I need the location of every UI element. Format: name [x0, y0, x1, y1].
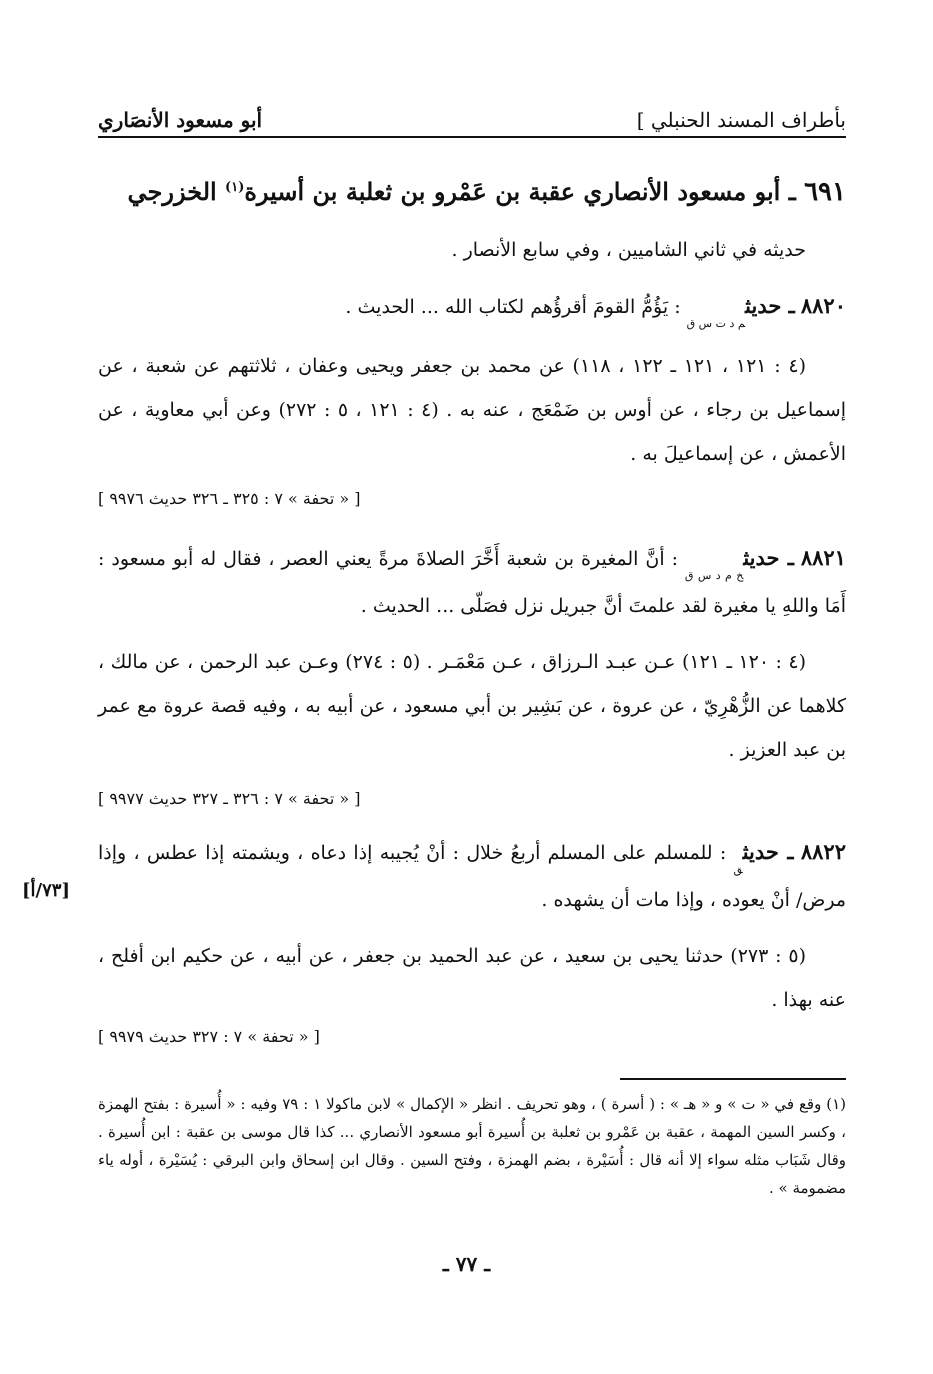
tuhfa-reference: [ « تحفة » ٧ : ٣٢٦ ـ ٣٢٧ حديث ٩٩٧٧ ] — [98, 789, 361, 808]
hadith-text: : أنَّ المغيرة بن شعبة أَخَّرَ الصلاةَ مرةً يعني العصر ، فقال له أبو مسعود : أَمَا واللهِ يا مغيرة لقد علمتَ أنَّ جبريل نزل فصَلّى ... الحديث . — [98, 548, 846, 617]
hadith-8822-tuhfa — [98, 1022, 846, 1052]
page-number: ـ ٧٧ ـ — [442, 1252, 491, 1276]
entry-intro-text: حديثه في ثاني الشاميين ، وفي سابع الأنصار . — [451, 239, 806, 261]
hadith-8821-tuhfa — [98, 784, 846, 814]
entry-intro — [98, 228, 846, 272]
entry-number: ٦٩١ — [804, 177, 846, 207]
source-symbols: م د ت س ق — [686, 317, 746, 330]
entry-title-text: ـ أبو مسعود الأنصاري عقبة بن عَمْرو بن ثعلبة بن أسيرة — [244, 177, 796, 206]
source-symbols: خ م د س ق — [684, 569, 744, 582]
isnad-text: (٥ : ٢٧٣) حدثنا يحيى بن سعيد ، عن عبد الحميد بن جعفر ، عن أبيه ، عن حكيم ابن أفلح ، عنه بهذا . — [98, 945, 846, 1011]
isnad-text: (٤ : ١٢٠ ـ ١٢١) عـن عبـد الـرزاق ، عـن مَعْمَـر . (٥ : ٢٧٤) وعـن عبد الرحمن ، عن مالك ، كلاهما عن الزُّهْرِيّ ، عن عروة ، عن بَشِير بن أبي مسعود ، عن أبيه به ، وفيه قصة عروة مع عمر بن عبد العزيز . — [98, 651, 846, 761]
hadith-number: ٨٨٢٢ — [800, 839, 846, 864]
hadith-8821-isnad — [98, 640, 846, 772]
hadith-8822-matn — [98, 830, 846, 922]
hadith-text: : للمسلم على المسلم أربعُ خلال : أنْ يُجيبه إذا دعاه ، ويشمته إذا عطس ، وإذا مرض/ أنْ يعوده ، وإذا مات أن يشهده . — [98, 842, 846, 911]
hadith-8821-matn — [98, 536, 846, 628]
hadith-8820-tuhfa — [98, 484, 846, 514]
hadith-8822-isnad — [98, 934, 846, 1022]
hadith-label: ـ حديث — [745, 293, 795, 318]
isnad-text: (٤ : ١٢١ ، ١٢١ ـ ١٢٢ ، ١١٨) عن محمد بن جعفر ويحيى وعفان ، ثلاثتهم عن شعبة ، عن إسماعيل بن رجاء ، عن أوس بن ضَمْعَج ، عنه به . (٤ : ١٢١ ، ٥ : ٢٧٢) وعن أبي معاوية ، عن الأعمش ، عن إسماعيلَ به . — [98, 355, 846, 465]
header-book-title: بأطراف المسند الحنبلي ] — [636, 108, 846, 132]
footnote: (١) وقع في « ت » و « هـ » : ( أسرة ) ، وهو تحريف . انظر « الإكمال » لابن ماكولا ١ : ٧٩ وفيه : « أُسيرة : بفتح الهمزة ، وكسر السين المهمة ، عقبة بن عَمْرو بن ثعلبة بن أُسيرة أبو مسعود الأنصاري ... كذا قال موسى بن عقبة : ابن أُسيرة . وقال شَبَاب مثله سواء إلا أنه قال : أُسَيْرة ، بضم الهمزة ، وفتح السين . وقال ابن إسحاق وابن البرقي : يُسَيْرة ، أوله ياء مضمومة » . — [98, 1095, 847, 1197]
hadith-label: ـ حديث — [742, 839, 794, 864]
footnote-marker[interactable]: (١) — [225, 180, 245, 195]
header-section-title: أبو مسعود الأنصَاري — [98, 108, 263, 132]
hadith-number: ٨٨٢٠ — [800, 293, 846, 318]
tuhfa-reference: [ « تحفة » ٧ : ٣٢٥ ـ ٣٢٦ حديث ٩٩٧٦ ] — [98, 489, 361, 508]
hadith-8820-matn — [98, 284, 846, 332]
entry-title-tail: الخزرجي — [127, 177, 226, 206]
tuhfa-reference: [ « تحفة » ٧ : ٣٢٧ حديث ٩٩٧٩ ] — [98, 1027, 320, 1046]
hadith-8820-isnad — [98, 344, 846, 476]
hadith-text: : يَؤُمُّ القومَ أقرؤُهم لكتاب الله ... الحديث . — [345, 296, 681, 318]
source-symbols: ق — [733, 863, 743, 876]
header-divider — [98, 136, 846, 138]
running-header — [98, 92, 846, 132]
hadith-label: ـ حديث — [743, 545, 794, 570]
manuscript-folio-marker: [٧٣/أ] — [22, 880, 70, 901]
entry-title — [98, 166, 846, 214]
footnote-divider — [620, 1078, 846, 1080]
hadith-number: ٨٨٢١ — [800, 545, 846, 570]
